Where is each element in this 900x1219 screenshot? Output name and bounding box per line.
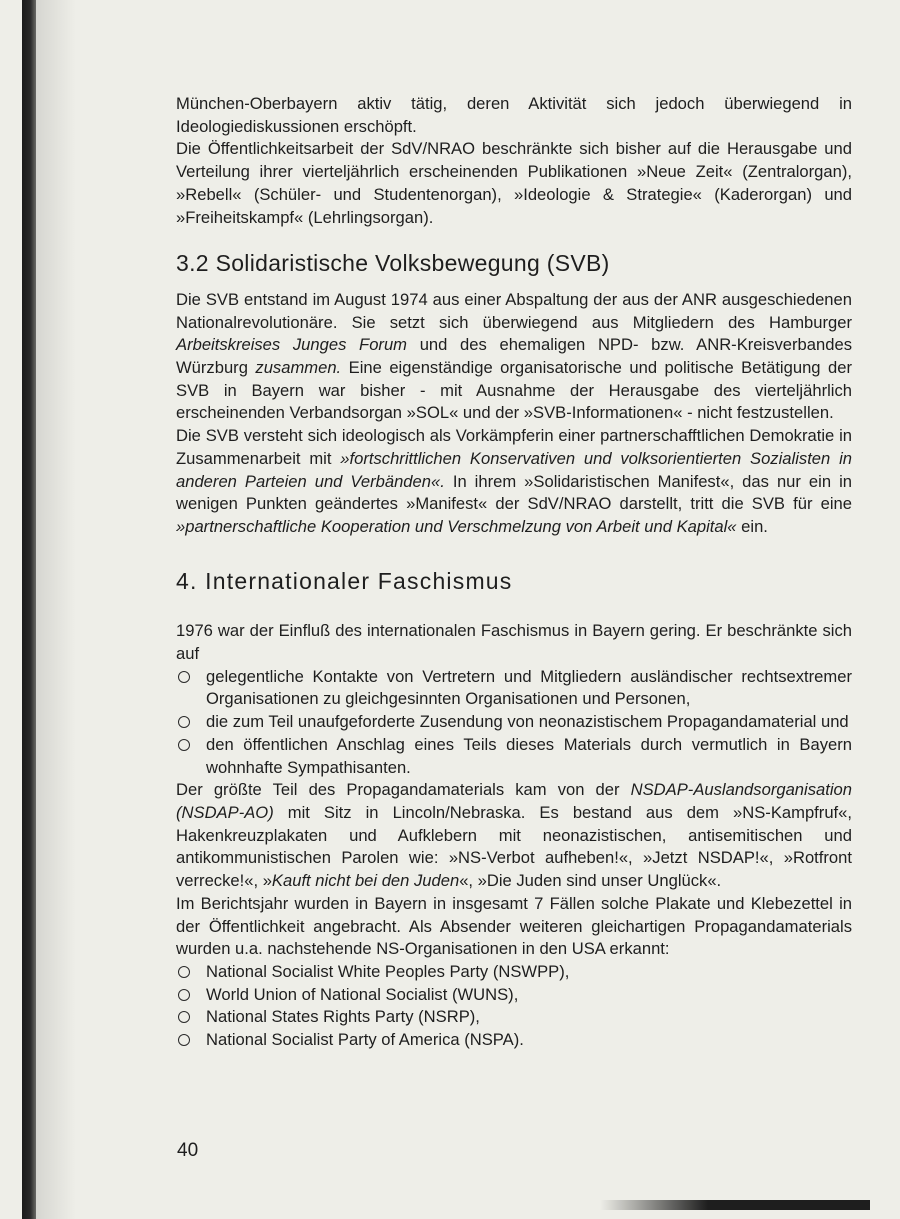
paragraph-publications: Die Öffentlichkeitsarbeit der SdV/NRAO beschränkte sich bisher auf die Herausgabe und Verteilung ihrer vierteljährlich erscheinenden Publikationen »Neue Zeit« (Zentralorgan), »Rebell« (Schüler- und Studentenorgan), »Ideologie & Strategie« (Kaderorgan) und »Freiheitskampf« (Lehrlingsorgan). (176, 139, 852, 227)
paragraph-svb-origin: Die SVB entstand im August 1974 aus einer Abspaltung der aus der ANR ausgeschiedenen Nationalrevolutionäre. Sie setzt sich überwiegend aus Mitgliedern des Hamburger Arbeitskreises Junges Forum und des ehemaligen NPD- bzw. ANR-Kreisverbandes Würzburg zusammen. Eine eigenständige organisatorische und politische Betätigung der SVB in Bayern war bisher - mit Ausnahme der Herausgabe des vierteljährlich erscheinenden Verbandsorgan »SOL« und der »SVB-Informationen« - nicht festzustellen. (176, 289, 852, 423)
circle-bullet-icon (178, 1034, 190, 1046)
list-item: National Socialist White Peoples Party (NSWPP), (176, 961, 852, 984)
list-item: gelegentliche Kontakte von Vertretern und Mitgliedern ausländischer rechtsextremer Organisationen zu gleichgesinnten Organisationen und Personen, (176, 666, 852, 711)
circle-bullet-icon (178, 966, 190, 978)
circle-bullet-icon (178, 989, 190, 1001)
section-heading-3-2: 3.2 Solidaristische Volksbewegung (SVB) (176, 250, 610, 277)
paragraph-svb-ideology: Die SVB versteht sich ideologisch als Vorkämpferin einer partnerschafftlichen Demokratie in Zusammenarbeit mit »fortschrittlichen Konservativen und volksorientierten Sozialisten in anderen Parteien und Verbänden«. In ihrem »Solidaristischen Manifest«, das nur ein in wenigen Punkten geändertes »Manifest« der SdV/NRAO darstellt, tritt die SVB für eine »partnerschaftliche Kooperation und Verschmelzung von Arbeit und Kapital« ein. (176, 426, 852, 536)
section-heading-4: 4. Internationaler Faschismus (176, 567, 513, 594)
list-item: National Socialist Party of America (NSPA). (176, 1029, 852, 1052)
paragraph-nsdap-ao: Der größte Teil des Propagandamaterials kam von der NSDAP-Auslandsorganisation (NSDAP-AO) mit Sitz in Lincoln/Nebraska. Es bestand aus dem »NS-Kampfruf«, Hakenkreuzplakaten und Aufklebern mit neonazistischen, antisemitischen und antikommunistischen Parolen wie: »NS-Verbot aufheben!«, »Jetzt NSDAP!«, »Rotfront verrecke!«, »Kauft nicht bei den Juden«, »Die Juden sind unser Unglück«. (176, 780, 852, 891)
circle-bullet-icon (178, 716, 190, 728)
list-item: die zum Teil unaufgeforderte Zusendung von neonazistischem Propagandamaterial und (176, 711, 852, 734)
list-item: World Union of National Socialist (WUNS), (176, 984, 852, 1007)
circle-bullet-icon (178, 671, 190, 683)
list-item: den öffentlichen Anschlag eines Teils dieses Materials durch vermutlich in Bayern wohnhafte Sympathisanten. (176, 734, 852, 779)
page-edge (600, 1200, 870, 1210)
circle-bullet-icon (178, 1011, 190, 1023)
circle-bullet-icon (178, 739, 190, 751)
activity-list (176, 666, 852, 780)
paragraph-report-year: Im Berichtsjahr wurden in Bayern in insgesamt 7 Fällen solche Plakate und Klebezettel in der Öffentlichkeit angebracht. Als Absender weiteren gleichartigen Propagandamaterials wurden u.a. nachstehende NS-Organisationen in den USA erkannt: (176, 893, 852, 959)
list-item: National States Rights Party (NSRP), (176, 1006, 852, 1029)
book-spine (22, 0, 36, 1219)
paragraph-continuation: München-Oberbayern aktiv tätig, deren Aktivität sich jedoch überwiegend in Ideologiediskussionen erschöpft. (176, 94, 852, 136)
page-number: 40 (177, 1140, 199, 1161)
paragraph-intro: 1976 war der Einfluß des internationalen Faschismus in Bayern gering. Er beschränkte sich auf (176, 621, 852, 664)
organization-list (176, 961, 852, 1052)
gutter-shadow (36, 0, 76, 1219)
page-content (176, 93, 852, 1052)
